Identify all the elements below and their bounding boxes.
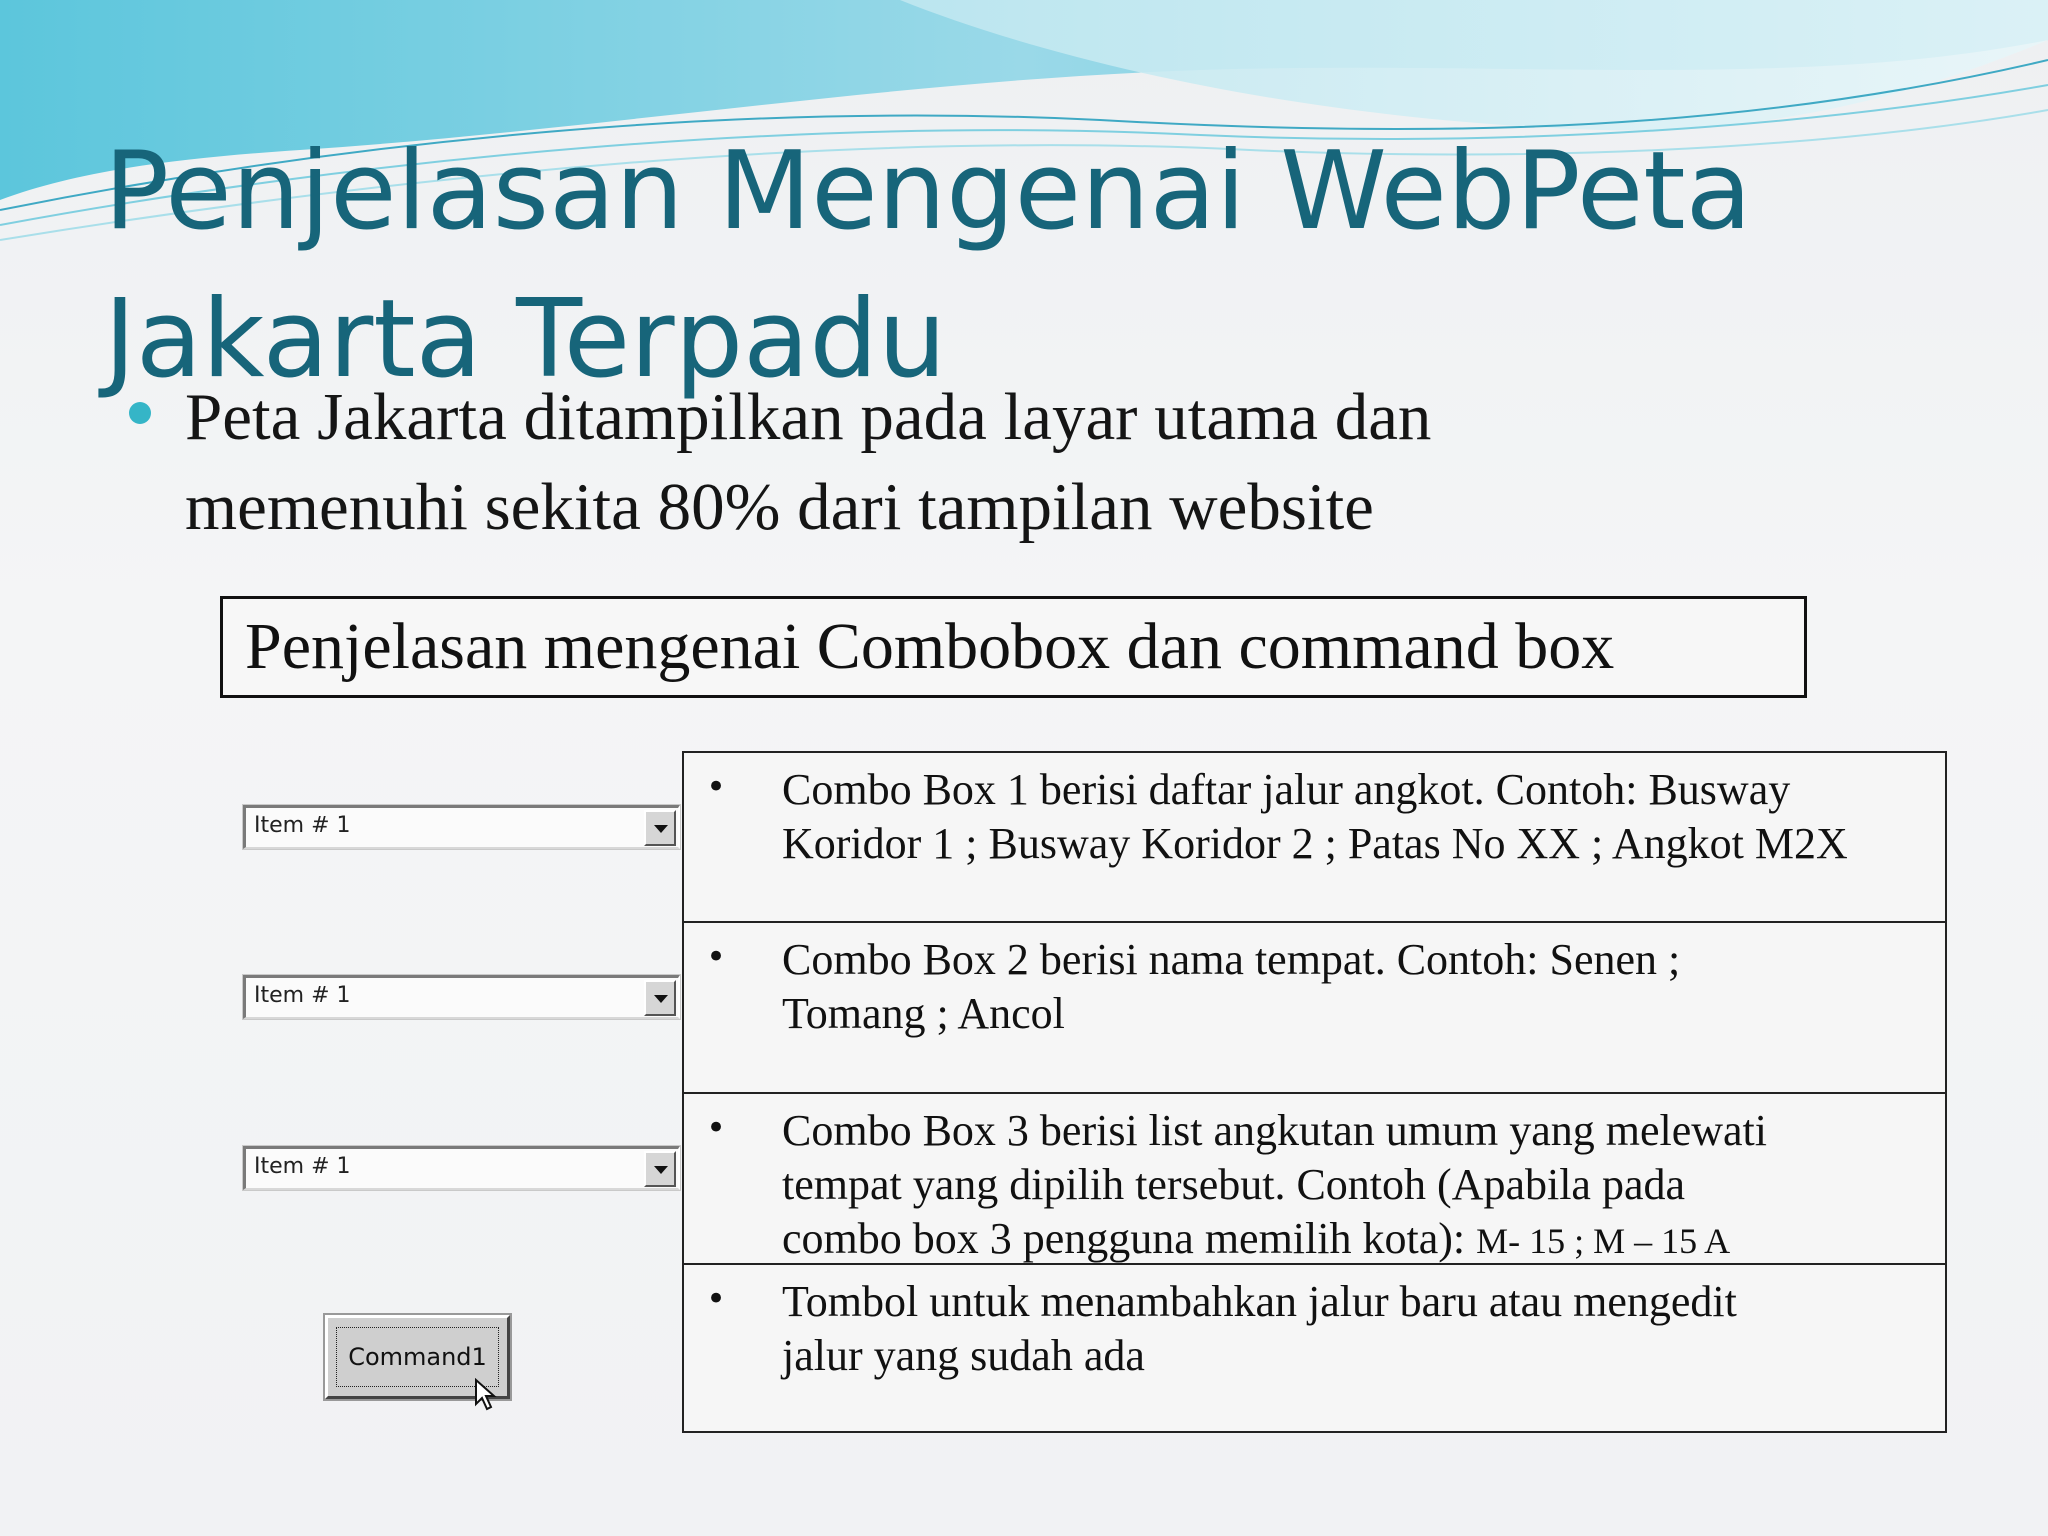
row-3-line-3 <box>782 1212 1922 1268</box>
section-heading-box: Penjelasan mengenai Combobox dan command box <box>220 596 1807 698</box>
combo-box-1-dropdown-button[interactable] <box>644 810 676 846</box>
row-4-line-1: Tombol untuk menambahkan jalur baru atau mengedit <box>782 1277 1737 1326</box>
combo-box-2[interactable] <box>243 975 680 1019</box>
title-line-2: Jakarta Terpadu <box>104 277 947 402</box>
row-1-line-1: Combo Box 1 berisi daftar jalur angkot. Contoh: Busway <box>782 765 1791 814</box>
description-row-2 <box>684 923 1945 1094</box>
combo-box-3-value: Item # 1 <box>254 1154 351 1179</box>
description-row-3 <box>684 1094 1945 1265</box>
combo-box-3-dropdown-button[interactable] <box>644 1151 676 1187</box>
bullet-icon: • <box>706 1108 727 1148</box>
bullet-dot-icon <box>129 402 151 424</box>
chevron-down-icon <box>654 825 668 833</box>
combo-box-2-value: Item # 1 <box>254 983 351 1008</box>
title-line-1: Penjelasan Mengenai WebPeta <box>104 129 1752 254</box>
mouse-pointer-icon <box>474 1378 504 1412</box>
row-3-line-3-main: combo box 3 pengguna memilih kota): <box>782 1214 1477 1263</box>
bullet-icon: • <box>706 767 727 807</box>
description-row-1 <box>684 753 1945 923</box>
chevron-down-icon <box>654 995 668 1003</box>
description-row-2-text <box>782 933 1922 1041</box>
main-bullet-text <box>185 372 1985 552</box>
row-3-line-2: tempat yang dipilih tersebut. Contoh (Apabila pada <box>782 1160 1686 1209</box>
description-row-4 <box>684 1265 1945 1431</box>
row-1-line-2: Koridor 1 ; Busway Koridor 2 ; Patas No XX ; Angkot M2X <box>782 819 1848 868</box>
description-table <box>682 751 1947 1433</box>
row-3-line-1: Combo Box 3 berisi list angkutan umum yang melewati <box>782 1106 1767 1155</box>
row-2-line-1: Combo Box 2 berisi nama tempat. Contoh: Senen ; <box>782 935 1681 984</box>
description-row-3-text <box>782 1104 1922 1268</box>
bullet-icon: • <box>706 1279 727 1319</box>
bullet-line-2: memenuhi sekita 80% dari tampilan website <box>185 470 1374 544</box>
command-button-label: Command1 <box>336 1327 499 1387</box>
combo-box-1-value: Item # 1 <box>254 813 351 838</box>
row-2-line-2: Tomang ; Ancol <box>782 989 1065 1038</box>
description-row-4-text <box>782 1275 1922 1383</box>
description-row-1-text <box>782 763 1922 871</box>
combo-box-3[interactable] <box>243 1146 680 1190</box>
combo-box-2-dropdown-button[interactable] <box>644 980 676 1016</box>
bullet-line-1: Peta Jakarta ditampilkan pada layar utama dan <box>185 380 1432 454</box>
combo-box-1[interactable] <box>243 805 680 849</box>
row-4-line-2: jalur yang sudah ada <box>782 1331 1145 1380</box>
slide-title <box>104 118 2004 414</box>
row-3-line-3-route-codes: M- 15 ; M – 15 A <box>1476 1221 1731 1261</box>
chevron-down-icon <box>654 1166 668 1174</box>
bullet-icon: • <box>706 937 727 977</box>
